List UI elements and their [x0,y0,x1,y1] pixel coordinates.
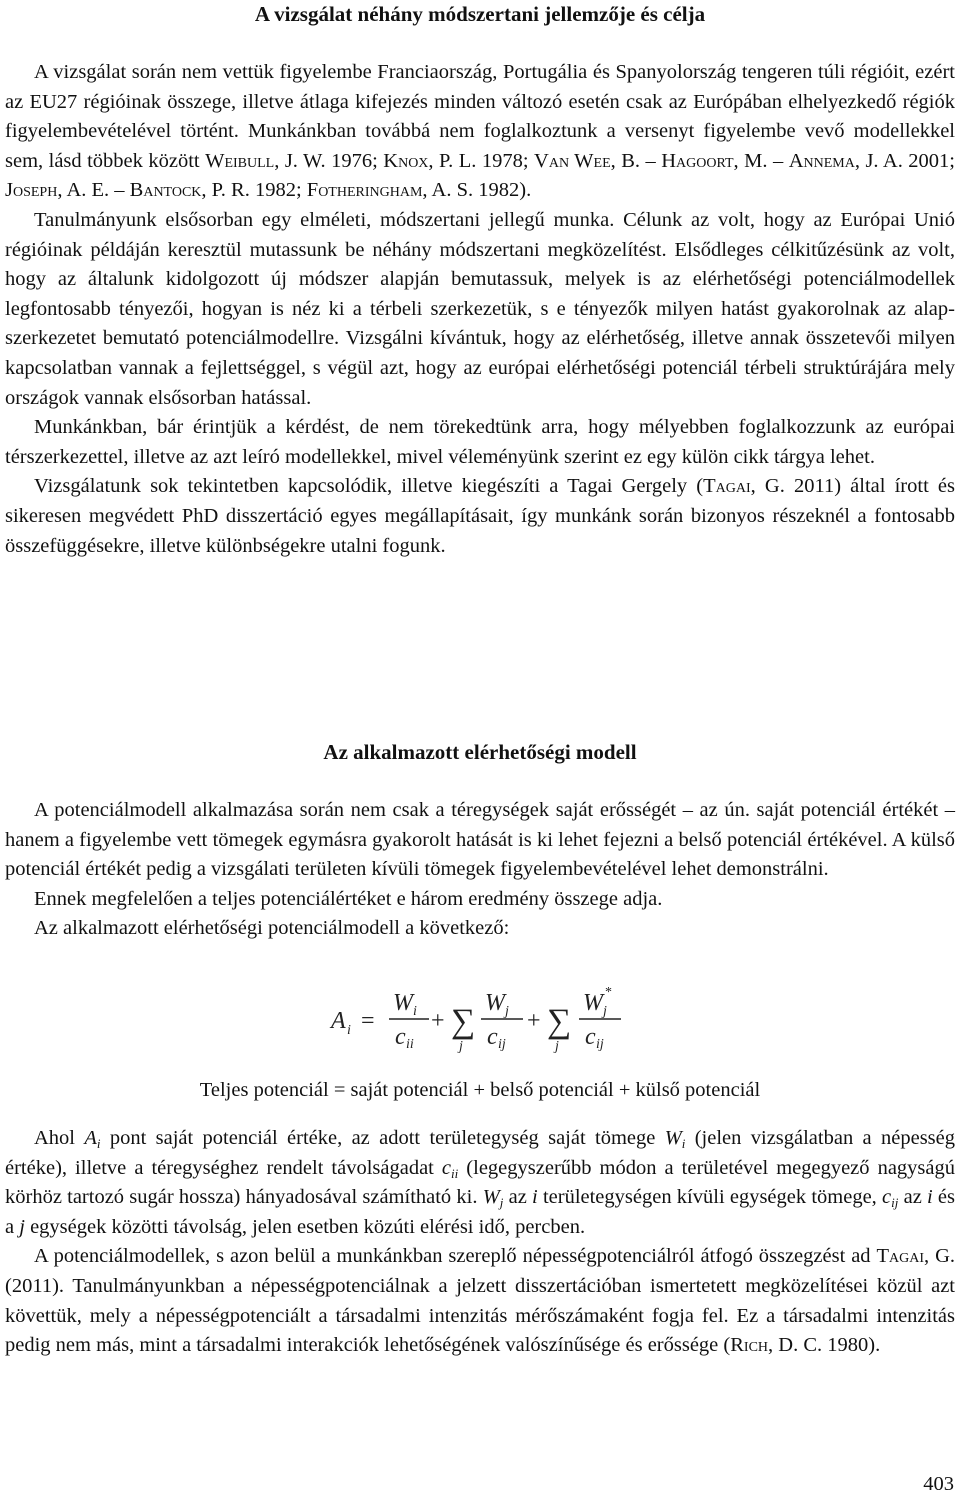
formula-t1-den-sub: ii [406,1037,414,1052]
author-ref: Joseph [5,179,58,202]
section-heading-methodology: A vizsgálat néhány módszertani jellemzője és célja [254,2,706,26]
text-run: egységek közötti távolság, jelen esetben közúti elérési idő, percben. [24,1215,586,1238]
formula-caption: Teljes potenciál = saját potenciál + belső potenciál + külső potenciál [199,1079,761,1101]
symbol-sub: j [499,1195,504,1211]
text-run: az [503,1186,533,1209]
text-run: területegységen kívüli egységek tömege, [537,1186,883,1209]
text-run: , P. L. 1978; [428,149,535,172]
symbol-sub: i [681,1136,686,1151]
section-model-body [5,796,955,944]
text-run: , G. 2011) által írott és sikeresen megvédett PhD disszertáció egyes megállapításait, így munkánk során bizonyos részeknél a fontosabb összefüggésekre, illetve különbségekre utalni fogunk. [5,475,955,557]
text-run: , A. S. 1982). [422,179,532,202]
paragraph [5,1242,955,1360]
formula-lhs: A [331,1008,346,1034]
formula-plus: + [431,1008,445,1034]
formula-sum-sign: ∑ [547,1003,572,1040]
symbol: i [927,1186,933,1209]
text-run: A potenciálmodellek, s azon belül a munkánkban szereplő népességpotenciálról átfogó összegzést ad [34,1245,877,1268]
formula-t1-den: c [395,1024,406,1050]
paragraph: A potenciálmodell alkalmazása során nem csak a téregységek saját erősségét – az ún. saját potenciál értékét – hanem a figyelembe vett tömegek egymásra gyakorolt hatását is ki lehet fejezni a belső potenciál értékével. A külső potenciál értékét pedig a vizsgálati területen kívüli tömegek figyelembevételével lehet demonstrálni. [5,799,955,881]
symbol: W [482,1186,500,1209]
formula-t1-num-sub: i [413,1004,417,1019]
text-run: az [898,1186,928,1209]
paragraph [5,472,955,561]
text-run: , J. A. 2001; [854,149,955,172]
symbol-sub: ij [891,1195,899,1211]
formula-t3-num-sup: * [605,985,612,1000]
text-run: , P. R. 1982; [201,179,307,202]
text-run: A vizsgálat során nem vettük figyelembe Franciaország, Portugália és Spanyolország tengeren túli régióit, ezért az EU27 régióinak összege, illetve átlaga kifejezés minden változó esetén csak az Európában elhelyezkedő régiók figyelembevételével történt. Munkánkban továbbá nem foglalkoztunk a versenyt figyelembe vevő modellekkel sem, lásd többek között [5,61,955,172]
text-run: , M. – [733,149,789,172]
author-ref: Hagoort [661,149,734,172]
text-run: Ahol [34,1127,85,1149]
text-run: , D. C. 1980). [768,1334,881,1357]
symbol: c [441,1156,452,1179]
paragraph: Tanulmányunk elsősorban egy elméleti, módszertani jellegű munka. Célunk az volt, hogy az Európai Unió régióinak példáján keresztül mutassunk be néhány módszertani megközelítést. Elsődleges célkitűzésünk az volt, hogy az általunk kidolgozott új módszer alapján bemutassuk, melyek is az elérhetőségi potenciálmodellek legfontosabb tényezői, hogyan is néz ki a térbeli szerkezetük, s e tényezők milyen hatást gyakorolnak az alapszerkezetet bemutató potenciálmodellre. Vizsgálni kívántuk, hogy az elérhetőség, illetve annak összetevői milyen kapcsolatban vannak a fejlettséggel, s végül azt, hogy az európai elérhetőségi potenciál térbeli struktúrájára mely országok vannak elsősorban hatással. [5,208,955,409]
text-run: , A. E. – [57,179,130,202]
section-heading-model: Az alkalmazott elérhetőségi modell [323,740,637,764]
symbol: j [19,1215,25,1238]
formula-t2-den: c [487,1024,498,1050]
author-ref: Knox [383,149,429,172]
formula-t3-num-sub: j [603,1004,607,1019]
formula-sum-sign: ∑ [451,1003,476,1040]
formula-lhs-sub: i [347,1023,351,1038]
symbol: A [84,1127,97,1149]
formula-equals: = [361,1008,375,1034]
formula-plus: + [527,1008,541,1034]
text-run: , G. (2011). Tanulmányunkban a népességpotenciálnak a jelzett disszertációban ismertetett megközelítései közül azt követtük, mely a népességpotenciált a társadalmi intenzitás mérőszámaként fogja fel. Ez a társadalmi intenzitás pedig nem más, mint a társadalmi interakciók lehetőségének valószínűsége és erőssége ( [5,1245,956,1357]
text-run: Vizsgálatunk sok tekintetben kapcsolódik, illetve kiegészíti a Tagai Gergely ( [34,475,704,498]
formula-t1-num: W [393,990,413,1016]
text-run: , J. W. 1976; [274,149,384,172]
symbol: c [882,1186,892,1209]
formula-t3-num: W [583,990,603,1016]
author-ref: Tagai [703,475,751,498]
text-run: pont saját potenciál értéke, az adott területegység saját tömege [100,1127,665,1149]
symbol-sub: ii [451,1165,459,1181]
author-ref: Tagai [876,1245,925,1268]
text-run: (legegyszerűbb módon a területével megegyező nagyságú körhöz tartozó sugár hossza) hányadosával számítható ki. [5,1156,955,1209]
author-ref: Weibull [205,149,275,172]
potential-formula [327,984,637,1054]
formula-t3-den-sub: ij [596,1037,604,1052]
text-run: és a [5,1186,956,1238]
symbol: W [664,1127,682,1149]
author-ref: Fotheringham [306,179,423,202]
paragraph: Az alkalmazott elérhetőségi potenciálmodell a következő: [34,917,510,940]
symbol: i [532,1186,538,1209]
author-ref: Bantock [129,179,202,202]
symbol-sub: i [96,1136,101,1151]
section-methodology-body [5,58,955,561]
text-run: , B. – [610,149,662,172]
formula-t3-den: c [585,1024,596,1050]
formula-t2-den-sub: ij [498,1037,506,1052]
formula-t2-num: W [485,990,505,1016]
author-ref: Van Wee [534,149,611,172]
paragraph: Ennek megfelelően a teljes potenciálértéket e három eredmény összege adja. [34,887,663,910]
formula-sum-sub: j [459,1039,463,1054]
page-number: 403 [923,1473,954,1495]
formula-sum-sub: j [555,1039,559,1054]
formula-t2-num-sub: j [505,1004,509,1019]
paragraph [5,1124,955,1242]
text-run: (jelen vizsgálatban a népesség értéke), illetve a téregységhez rendelt távolságadat [5,1127,955,1179]
author-ref: Rich [730,1334,769,1357]
author-ref: Annema [788,149,855,172]
paragraph: Munkánkban, bár érintjük a kérdést, de nem törekedtünk arra, hogy mélyebben foglalkozzunk az európai térszerkezettel, illetve az azt leíró modellekkel, mivel véleményünk szerint ez egy külön cikk tárgya lehet. [5,416,955,468]
section-definitions-body [5,1124,955,1361]
paragraph [5,58,955,206]
